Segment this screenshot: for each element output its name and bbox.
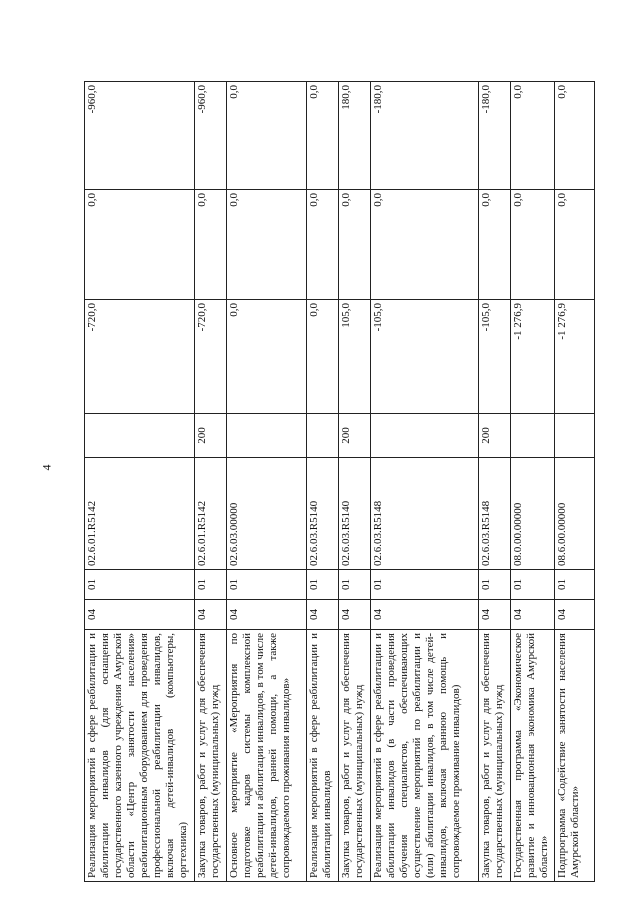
row-name: Реализация мероприятий в сфере реабилитации и абилитации инвалидов (в части проведения обучения специалистов, обеспечивающих осуществление мероприятий по реабилитации и (или) абилитации инвалидов, в том числе детей-инвалидов, включая раннюю помощь и сопровождаемое проживание инвалидов) bbox=[371, 630, 479, 882]
row-podrazdel: 01 bbox=[85, 570, 195, 600]
row-expense-type bbox=[555, 414, 595, 458]
row-name: Государственная программа «Экономическое развитие и инновационная экономика Амурской области» bbox=[511, 630, 555, 882]
row-value-3: 0,0 bbox=[511, 82, 555, 190]
row-podrazdel: 01 bbox=[511, 570, 555, 600]
row-name: Основное мероприятие «Мероприятия по подготовке кадров системы комплексной реабилитации и абилитации инвалидов, в том числе детей-инвалидов, ранней помощи, а также сопровождаемого проживания инвалидов» bbox=[227, 630, 307, 882]
row-razdel: 04 bbox=[479, 600, 511, 630]
row-name: Подпрограмма «Содействие занятости населения Амурской области» bbox=[555, 630, 595, 882]
row-value-1: -1 276,9 bbox=[511, 300, 555, 414]
row-expense-type: 200 bbox=[195, 414, 227, 458]
row-value-1: 0,0 bbox=[227, 300, 307, 414]
row-target-article: 08.0.00.00000 bbox=[511, 458, 555, 570]
row-value-1: -105,0 bbox=[371, 300, 479, 414]
row-razdel: 04 bbox=[227, 600, 307, 630]
row-value-2: 0,0 bbox=[195, 190, 227, 300]
row-podrazdel: 01 bbox=[371, 570, 479, 600]
table-row bbox=[85, 82, 195, 882]
row-value-2: 0,0 bbox=[479, 190, 511, 300]
budget-table bbox=[84, 81, 595, 882]
table-row bbox=[195, 82, 227, 882]
row-target-article: 02.6.03.00000 bbox=[227, 458, 307, 570]
row-value-1: 0,0 bbox=[307, 300, 339, 414]
row-value-3: -960,0 bbox=[195, 82, 227, 190]
row-razdel: 04 bbox=[555, 600, 595, 630]
row-name: Закупка товаров, работ и услуг для обеспечения государственных (муниципальных) нужд bbox=[339, 630, 371, 882]
row-podrazdel: 01 bbox=[307, 570, 339, 600]
row-value-3: 0,0 bbox=[227, 82, 307, 190]
table-row bbox=[227, 82, 307, 882]
row-target-article: 02.6.01.R5142 bbox=[85, 458, 195, 570]
row-podrazdel: 01 bbox=[555, 570, 595, 600]
page-number: 4 bbox=[39, 464, 54, 471]
row-razdel: 04 bbox=[307, 600, 339, 630]
row-value-3: -180,0 bbox=[371, 82, 479, 190]
row-podrazdel: 01 bbox=[479, 570, 511, 600]
table-row bbox=[371, 82, 479, 882]
row-value-3: 0,0 bbox=[555, 82, 595, 190]
row-name: Закупка товаров, работ и услуг для обеспечения государственных (муниципальных) нужд bbox=[195, 630, 227, 882]
row-value-2: 0,0 bbox=[307, 190, 339, 300]
table-row bbox=[511, 82, 555, 882]
row-value-2: 0,0 bbox=[227, 190, 307, 300]
row-target-article: 02.6.03.R5148 bbox=[479, 458, 511, 570]
budget-table-body bbox=[85, 82, 595, 882]
table-row bbox=[479, 82, 511, 882]
row-target-article: 02.6.03.R5140 bbox=[339, 458, 371, 570]
row-value-2: 0,0 bbox=[555, 190, 595, 300]
row-podrazdel: 01 bbox=[195, 570, 227, 600]
row-name: Закупка товаров, работ и услуг для обеспечения государственных (муниципальных) нужд bbox=[479, 630, 511, 882]
row-razdel: 04 bbox=[85, 600, 195, 630]
row-name: Реализация мероприятий в сфере реабилитации и абилитации инвалидов (для оснащения государственного казенного учреждения Амурской области «Центр занятости населения» реабилитационным оборудованием для проведения профессиональной реабилитации инвалидов, включая детей-инвалидов (компьютеры, оргтехника) bbox=[85, 630, 195, 882]
row-podrazdel: 01 bbox=[339, 570, 371, 600]
row-expense-type bbox=[227, 414, 307, 458]
row-razdel: 04 bbox=[371, 600, 479, 630]
row-razdel: 04 bbox=[339, 600, 371, 630]
row-value-3: 0,0 bbox=[307, 82, 339, 190]
row-razdel: 04 bbox=[195, 600, 227, 630]
row-value-3: 180,0 bbox=[339, 82, 371, 190]
row-target-article: 08.6.00.00000 bbox=[555, 458, 595, 570]
row-value-1: -105,0 bbox=[479, 300, 511, 414]
row-value-1: -1 276,9 bbox=[555, 300, 595, 414]
row-podrazdel: 01 bbox=[227, 570, 307, 600]
row-expense-type: 200 bbox=[339, 414, 371, 458]
row-expense-type bbox=[85, 414, 195, 458]
table-row bbox=[555, 82, 595, 882]
row-razdel: 04 bbox=[511, 600, 555, 630]
row-target-article: 02.6.03.R5140 bbox=[307, 458, 339, 570]
row-value-3: -180,0 bbox=[479, 82, 511, 190]
row-value-2: 0,0 bbox=[339, 190, 371, 300]
row-target-article: 02.6.01.R5142 bbox=[195, 458, 227, 570]
row-value-1: -720,0 bbox=[85, 300, 195, 414]
row-value-1: -720,0 bbox=[195, 300, 227, 414]
row-value-3: -960,0 bbox=[85, 82, 195, 190]
row-value-2: 0,0 bbox=[511, 190, 555, 300]
row-target-article: 02.6.03.R5148 bbox=[371, 458, 479, 570]
table-row bbox=[339, 82, 371, 882]
row-expense-type bbox=[511, 414, 555, 458]
row-expense-type bbox=[371, 414, 479, 458]
row-value-1: 105,0 bbox=[339, 300, 371, 414]
row-expense-type: 200 bbox=[479, 414, 511, 458]
row-expense-type bbox=[307, 414, 339, 458]
row-value-2: 0,0 bbox=[371, 190, 479, 300]
row-value-2: 0,0 bbox=[85, 190, 195, 300]
table-row bbox=[307, 82, 339, 882]
row-name: Реализация мероприятий в сфере реабилитации и абилитации инвалидов bbox=[307, 630, 339, 882]
budget-table-wrapper bbox=[84, 82, 594, 882]
